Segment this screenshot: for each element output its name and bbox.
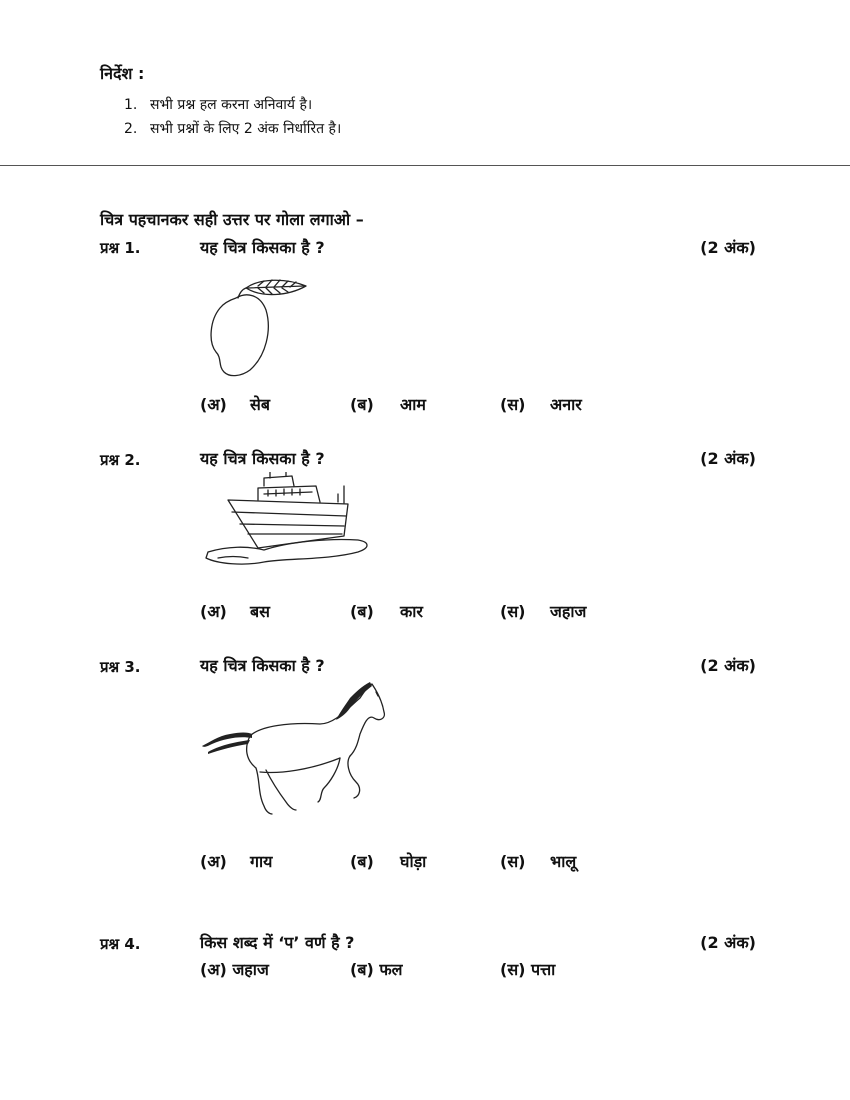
option-label: (ब) [350,852,374,871]
question-2-option-a[interactable] [200,600,270,622]
option-text: आम [400,395,426,414]
question-1-label: प्रश्न 1. [100,239,141,257]
question-3-option-b[interactable] [350,850,426,872]
question-2-label: प्रश्न 2. [100,451,141,469]
option-label: (ब) [350,960,374,979]
question-2-marks: (2 अंक) [700,449,756,468]
option-text: फल [379,960,403,979]
option-text: अनार [550,395,582,414]
option-label: (ब) [350,602,374,621]
question-3-option-c[interactable] [500,850,576,872]
question-4-option-a[interactable] [200,958,269,980]
instruction-item-1 [124,95,312,114]
question-4-label: प्रश्न 4. [100,935,141,953]
option-label: (स) [500,395,526,414]
option-text: कार [400,602,423,621]
option-label: (ब) [350,395,374,414]
question-1-option-b[interactable] [350,393,426,415]
option-text: गाय [250,852,273,871]
question-2-option-c[interactable] [500,600,586,622]
option-text: सेब [250,395,270,414]
question-4-marks: (2 अंक) [700,933,756,952]
option-label: (अ) [200,602,227,621]
instruction-number: 1. [124,97,138,113]
option-text: जहाज [550,602,587,621]
mango-icon [200,276,315,381]
option-label: (स) [500,960,526,979]
instructions-title: निर्देश : [100,64,145,83]
question-4-text: किस शब्द में ‘प’ वर्ण है ? [200,933,355,952]
option-label: (स) [500,602,526,621]
question-4-option-c[interactable] [500,958,555,980]
question-4-option-b[interactable] [350,958,403,980]
question-3-text: यह चित्र किसका है ? [200,656,325,675]
instruction-number: 2. [124,121,138,137]
question-3-option-a[interactable] [200,850,272,872]
section-title: चित्र पहचानकर सही उत्तर पर गोला लगाओ – [100,210,364,229]
question-1-option-a[interactable] [200,393,270,415]
option-label: (अ) [200,395,227,414]
option-label: (अ) [200,960,227,979]
option-text: घोड़ा [400,852,427,871]
question-1-option-c[interactable] [500,393,582,415]
option-text: भालू [550,852,577,871]
question-2-text: यह चित्र किसका है ? [200,449,325,468]
horse-icon [200,678,390,823]
instruction-text: सभी प्रश्नों के लिए 2 अंक निर्धारित है। [150,121,342,137]
instruction-text: सभी प्रश्न हल करना अनिवार्य है। [150,97,313,113]
question-3-label: प्रश्न 3. [100,658,141,676]
question-1-text: यह चित्र किसका है ? [200,238,325,257]
question-1-marks: (2 अंक) [700,238,756,257]
option-label: (स) [500,852,526,871]
ship-icon [198,472,378,572]
question-3-marks: (2 अंक) [700,656,756,675]
divider [0,165,850,166]
option-text: जहाज [232,960,269,979]
instruction-item-2 [124,119,341,138]
question-2-option-b[interactable] [350,600,423,622]
option-text: पत्ता [531,960,556,979]
option-label: (अ) [200,852,227,871]
option-text: बस [250,602,270,621]
